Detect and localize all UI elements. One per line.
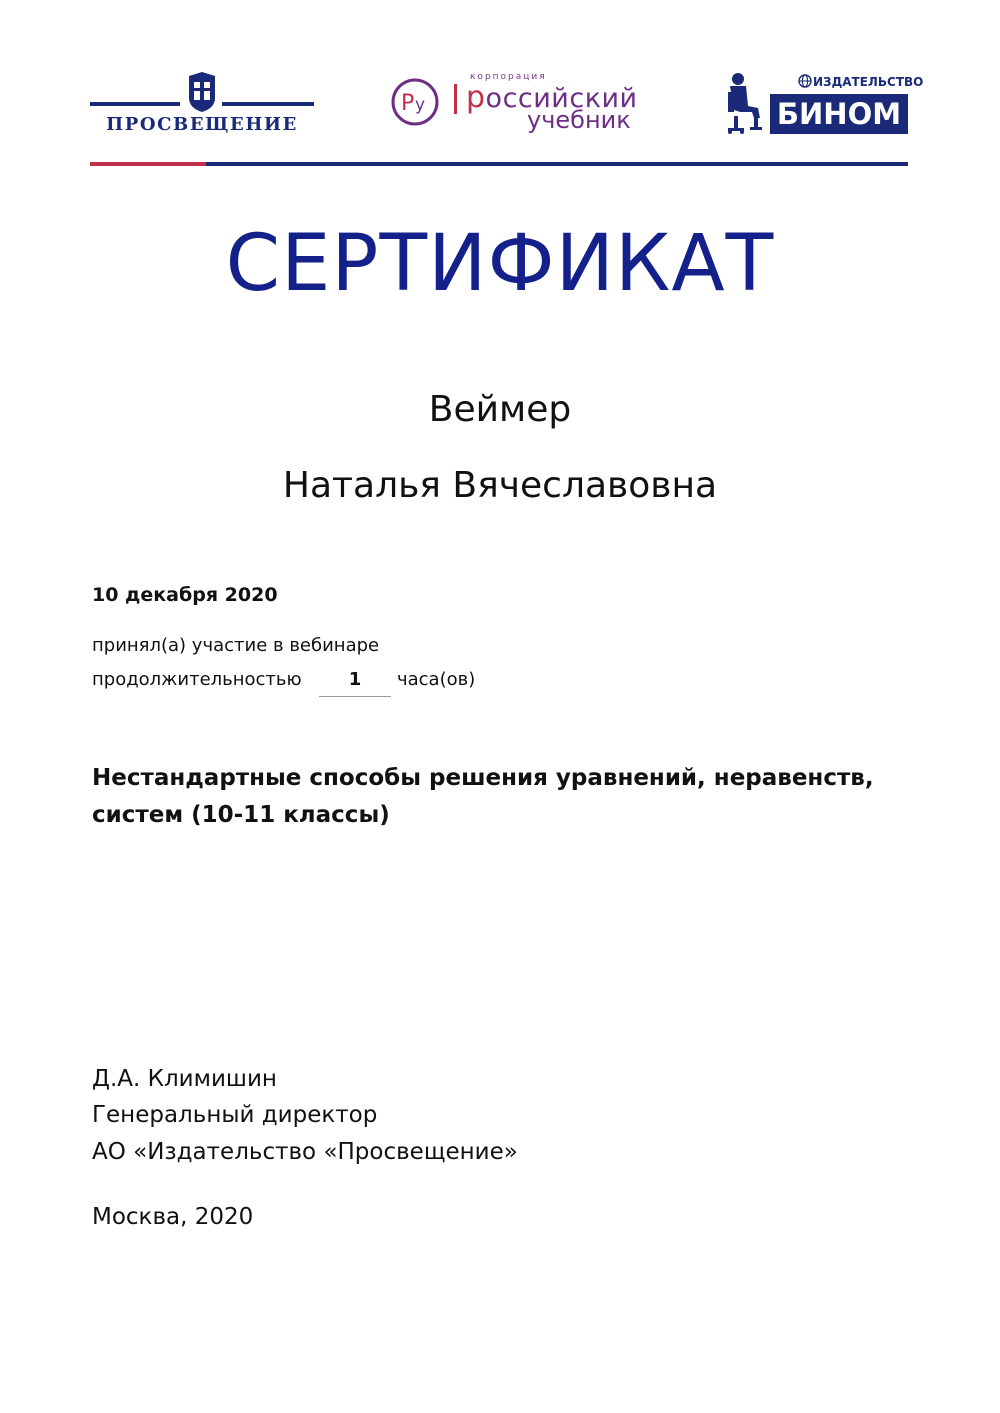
- webinar-topic: Нестандартные способы решения уравнений, неравенств, систем (10-11 классы): [92, 765, 874, 828]
- ru-logo-line1-first: р: [466, 80, 486, 115]
- recipient-given-names: Наталья Вячеславовна: [282, 465, 718, 506]
- prosveshchenie-logo-rule-left: [90, 102, 180, 106]
- ru-logo-corp-label: корпорация: [470, 72, 547, 82]
- participation-text: принял(а) участие в вебинаре: [92, 635, 380, 656]
- signatory-role: Генеральный директор: [92, 1102, 378, 1128]
- binom-publisher-label: [798, 74, 923, 89]
- signatory-name: Д.А. Климишин: [92, 1066, 277, 1092]
- prosveshchenie-emblem-icon: [187, 72, 217, 112]
- ru-logo-line1-rest: оссийский: [485, 83, 638, 114]
- place-year: Москва, 2020: [92, 1204, 254, 1230]
- prosveshchenie-logo-rule-right: [222, 102, 314, 106]
- seated-figure-icon: [720, 72, 764, 134]
- duration-label: продолжительностью: [92, 669, 302, 690]
- binom-logo: [720, 72, 924, 136]
- webinar-date: 10 декабря 2020: [92, 584, 278, 606]
- ru-logo-divider: [454, 84, 457, 114]
- binom-name: БИНОМ: [770, 94, 908, 134]
- prosveshchenie-wordmark: ПРОСВЕЩЕНИЕ: [106, 114, 298, 135]
- recipient-surname: Веймер: [428, 389, 572, 430]
- duration-unit: часа(ов): [397, 669, 476, 690]
- russian-textbook-logo: [388, 72, 652, 134]
- certificate-title: СЕРТИФИКАТ: [225, 219, 775, 309]
- globe-icon: [798, 74, 812, 88]
- svg-text:P: P: [401, 91, 415, 116]
- signatory-organization: АО «Издательство «Просвещение»: [92, 1139, 518, 1165]
- prosveshchenie-logo: [90, 72, 314, 138]
- ru-logo-line2: учебник: [527, 106, 631, 134]
- binom-publisher-text: ИЗДАТЕЛЬСТВО: [813, 75, 924, 89]
- svg-text:у: у: [415, 95, 426, 115]
- header-rule-red: [90, 162, 206, 166]
- ru-circle-icon: [390, 77, 440, 127]
- duration-hours: 1: [319, 669, 391, 697]
- header-rule-blue: [206, 162, 908, 166]
